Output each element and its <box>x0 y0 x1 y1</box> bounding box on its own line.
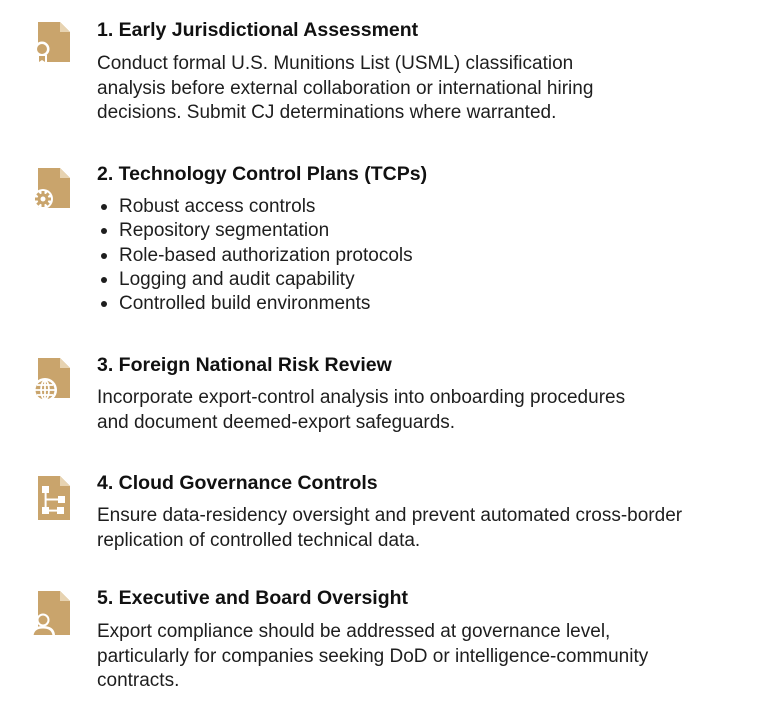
bullet-dot <box>101 204 107 210</box>
bullet-dot <box>101 277 107 283</box>
body-line: Incorporate export-control analysis into onboarding procedures <box>97 387 626 408</box>
body-line: decisions. Submit CJ determinations where warranted. <box>97 102 557 123</box>
bullet-list <box>97 195 766 316</box>
document-user-icon <box>30 589 76 635</box>
body-line: particularly for companies seeking DoD or intelligence-community <box>97 645 649 667</box>
body-line: contracts. <box>97 670 180 691</box>
section-body <box>97 504 766 553</box>
section-content <box>97 162 766 316</box>
bullet-dot <box>101 228 107 234</box>
section-title: 3. Foreign National Risk Review <box>97 354 392 376</box>
bullet-dot <box>101 301 107 307</box>
list-item: Logging and audit capability <box>97 268 766 292</box>
section-body <box>97 620 766 694</box>
section-body <box>97 386 766 435</box>
section-title: 5. Executive and Board Oversight <box>97 587 409 609</box>
section-content <box>97 471 766 553</box>
body-line: analysis before external collaboration or international hiring <box>97 77 594 99</box>
section-title: 2. Technology Control Plans (TCPs) <box>97 163 428 185</box>
body-line: Ensure data-residency oversight and prevent automated cross-border <box>97 505 683 526</box>
body-line: replication of controlled technical data. <box>97 529 421 551</box>
document-globe-icon <box>30 356 76 402</box>
list-item: Robust access controls <box>97 195 766 219</box>
section-title: 1. Early Jurisdictional Assessment <box>97 19 419 41</box>
list-item: Role-based authorization protocols <box>97 244 766 268</box>
section-body <box>97 52 766 126</box>
body-line: Conduct formal U.S. Munitions List (USML) classification <box>97 53 574 74</box>
document-certificate-icon <box>30 20 76 66</box>
list-item: Controlled build environments <box>97 292 766 316</box>
section-content <box>97 18 766 126</box>
bullet-dot <box>101 253 107 259</box>
document-flowchart-icon <box>30 474 76 520</box>
section-title: 4. Cloud Governance Controls <box>97 472 378 494</box>
body-line: and document deemed-export safeguards. <box>97 411 456 433</box>
document-gear-icon <box>30 166 76 212</box>
section-content <box>97 353 766 435</box>
section-content <box>97 586 766 694</box>
body-line: Export compliance should be addressed at governance level, <box>97 621 611 642</box>
list-item: Repository segmentation <box>97 219 766 243</box>
